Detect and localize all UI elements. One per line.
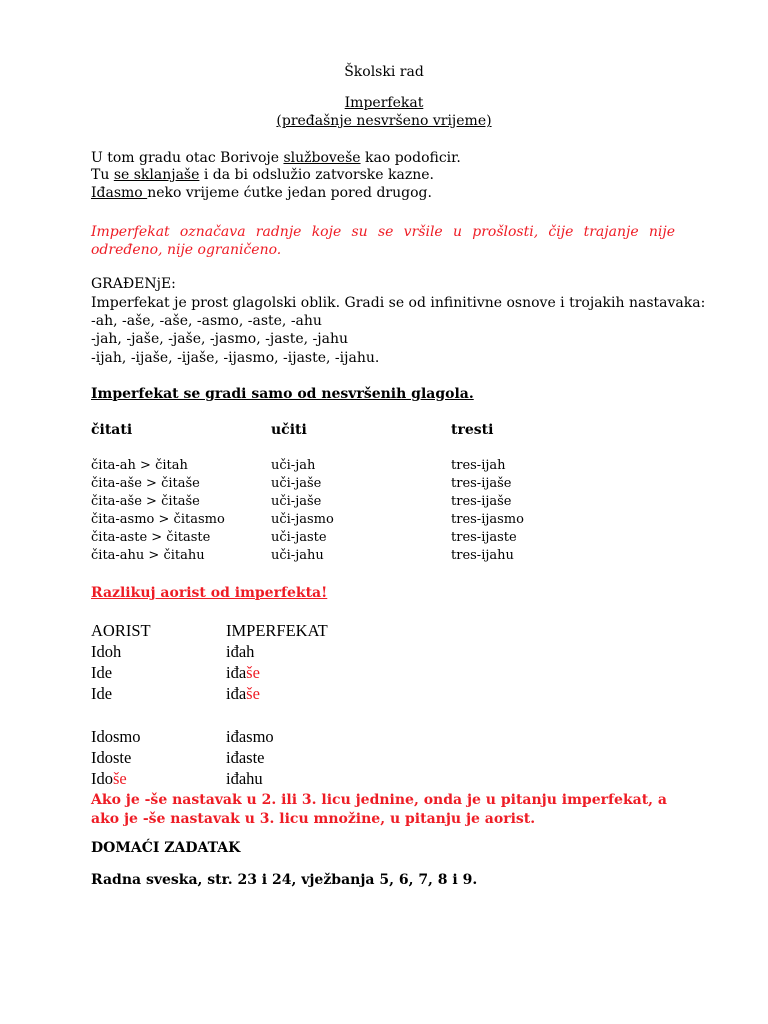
rule-heading: Imperfekat se gradi samo od nesvršenih glagola.	[91, 386, 474, 402]
formation-intro: Imperfekat je prost glagolski oblik. Gradi se od infinitivne osnove i trojakih nastavaka:	[91, 295, 706, 311]
example-verb: se sklanjaše	[113, 167, 200, 183]
form-tresti: tres-ijah	[451, 458, 506, 473]
aorist-form: Ide	[91, 663, 113, 682]
example-text: kao podoficir.	[360, 150, 461, 166]
imperfect-form: iđaste	[226, 748, 265, 767]
form-uciti: uči-jah	[271, 458, 316, 473]
example-verb: služboveše	[283, 150, 361, 166]
imperfect-form: iđaše	[226, 663, 260, 682]
aorist-form: Ide	[91, 684, 113, 703]
school-label: Školski rad	[344, 64, 424, 80]
form-tresti: tres-ijahu	[451, 548, 514, 563]
example-sentence-1	[91, 150, 461, 166]
form-citati: čita-aše > čitaše	[91, 494, 200, 509]
endings-line-1: -ah, -aše, -aše, -asmo, -aste, -ahu	[91, 313, 322, 329]
example-text: Tu	[91, 167, 114, 183]
page-subtitle: (pređašnje nesvršeno vrijeme)	[276, 113, 492, 129]
form-tresti: tres-ijaše	[451, 494, 512, 509]
form-uciti: uči-jasmo	[271, 512, 334, 527]
form-citati: čita-ahu > čitahu	[91, 548, 205, 563]
example-text: i da bi odslužio zatvorske kazne.	[199, 167, 434, 183]
aorist-form: Idoste	[91, 748, 132, 767]
example-verb: Iđasmo	[91, 185, 148, 201]
form-uciti: uči-jaste	[271, 530, 327, 545]
form-uciti: uči-jaše	[271, 476, 322, 491]
form-tresti: tres-ijaste	[451, 530, 517, 545]
imperfect-header: IMPERFEKAT	[226, 621, 328, 640]
example-text: U tom gradu otac Borivoje	[91, 150, 284, 166]
definition-paragraph: Imperfekat označava radnje koje su se vršile u prošlosti, čije trajanje nije određeno, nije ograničeno.	[91, 224, 675, 258]
endings-line-3: -ijah, -ijaše, -ijaše, -ijasmo, -ijaste, -ijahu.	[91, 350, 380, 366]
form-tresti: tres-ijasmo	[451, 512, 524, 527]
page-title: Imperfekat	[344, 95, 424, 111]
form-citati: čita-aše > čitaše	[91, 476, 200, 491]
aorist-form: Idoh	[91, 642, 122, 661]
homework-heading: DOMAĆI ZADATAK	[91, 840, 241, 856]
verb-header-uciti: učiti	[271, 422, 307, 438]
formation-heading: GRAĐENjE:	[91, 276, 176, 292]
imperfect-form: iđahu	[226, 769, 263, 788]
verb-header-citati: čitati	[91, 422, 133, 438]
rule-note: Ako je -še nastavak u 2. ili 3. licu jednine, onda je u pitanju imperfekat, a ako je -še nastavak u 3. licu množine, u pitanju je aorist.	[91, 792, 667, 827]
imperfect-form: iđaše	[226, 684, 260, 703]
aorist-form: Idosmo	[91, 727, 141, 746]
aorist-form: Idoše	[91, 769, 127, 788]
homework-text: Radna sveska, str. 23 i 24, vježbanja 5, 6, 7, 8 i 9.	[91, 872, 478, 888]
aorist-header: AORIST	[91, 621, 151, 640]
form-tresti: tres-ijaše	[451, 476, 512, 491]
form-uciti: uči-jaše	[271, 494, 322, 509]
form-citati: čita-ah > čitah	[91, 458, 188, 473]
endings-line-2: -jah, -jaše, -jaše, -jasmo, -jaste, -jahu	[91, 331, 348, 347]
example-sentence-3	[91, 185, 432, 201]
distinguish-heading: Razlikuj aorist od imperfekta!	[91, 585, 328, 601]
imperfect-form: iđasmo	[226, 727, 274, 746]
form-citati: čita-aste > čitaste	[91, 530, 211, 545]
imperfect-form: iđah	[226, 642, 255, 661]
example-sentence-2	[91, 167, 434, 183]
form-citati: čita-asmo > čitasmo	[91, 512, 225, 527]
verb-header-tresti: tresti	[451, 422, 494, 438]
example-text: neko vrijeme ćutke jedan pored drugog.	[147, 185, 432, 201]
form-uciti: uči-jahu	[271, 548, 324, 563]
